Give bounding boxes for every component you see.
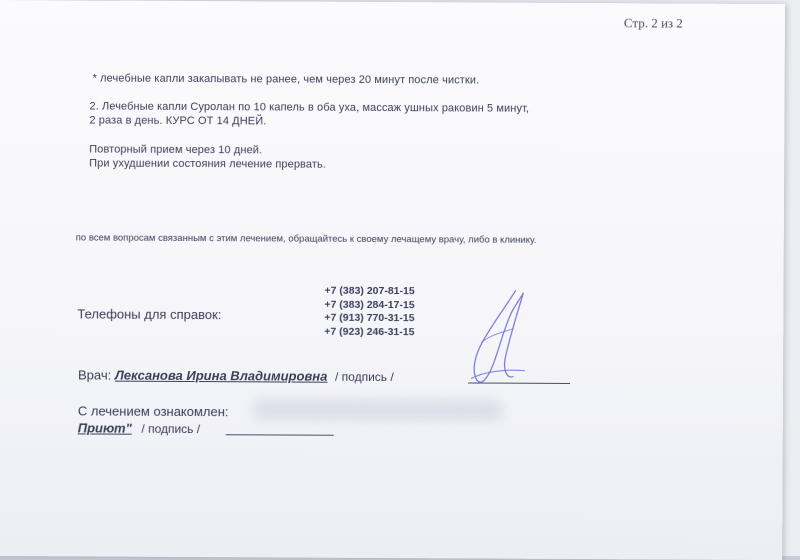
client-signature-label: / подпись /	[141, 421, 201, 437]
doctor-row	[78, 367, 394, 384]
doctor-label: Врач:	[77, 367, 112, 383]
doctor-signature-label: / подпись /	[334, 369, 394, 385]
page-number: Стр. 2 из 2	[623, 15, 683, 31]
followup-line2: При ухудшении состояния лечение прервать.	[89, 157, 327, 171]
phone-number: +7 (383) 284-17-15	[324, 298, 415, 311]
phone-number: +7 (913) 770-31-15	[324, 311, 415, 325]
doctor-name: Лексанова Ирина Владимировна	[114, 367, 328, 384]
phone-number: +7 (383) 207-81-15	[324, 284, 415, 298]
drops-note: * лечебные капли закапывать не ранее, чем через 20 минут после чистки.	[92, 72, 480, 87]
phones-label: Телефоны для справок:	[77, 306, 222, 323]
treatment-item-2-line2: 2 раза в день. КУРС ОТ 14 ДНЕЙ.	[89, 114, 267, 128]
treatment-item-2-line1: 2. Лечебные капли Суролан по 10 капель в оба уха, массаж ушных раковин 5 минут,	[89, 100, 530, 115]
acknowledged-row	[78, 420, 200, 436]
phones-list	[324, 285, 414, 339]
contact-note: по всем вопросам связанным с этим лечением, обращайтесь к своему лечащему врачу, либо в клинику.	[75, 232, 537, 246]
redacted-area	[253, 399, 503, 420]
client-signature-line	[226, 434, 334, 436]
phone-number: +7 (923) 246-31-15	[324, 325, 415, 338]
signature-scribble	[453, 282, 549, 392]
acknowledged-label: С лечением ознакомлен:	[77, 403, 229, 420]
client-name: Приют"	[77, 420, 132, 436]
followup-line1: Повторный прием через 10 дней.	[89, 143, 263, 157]
